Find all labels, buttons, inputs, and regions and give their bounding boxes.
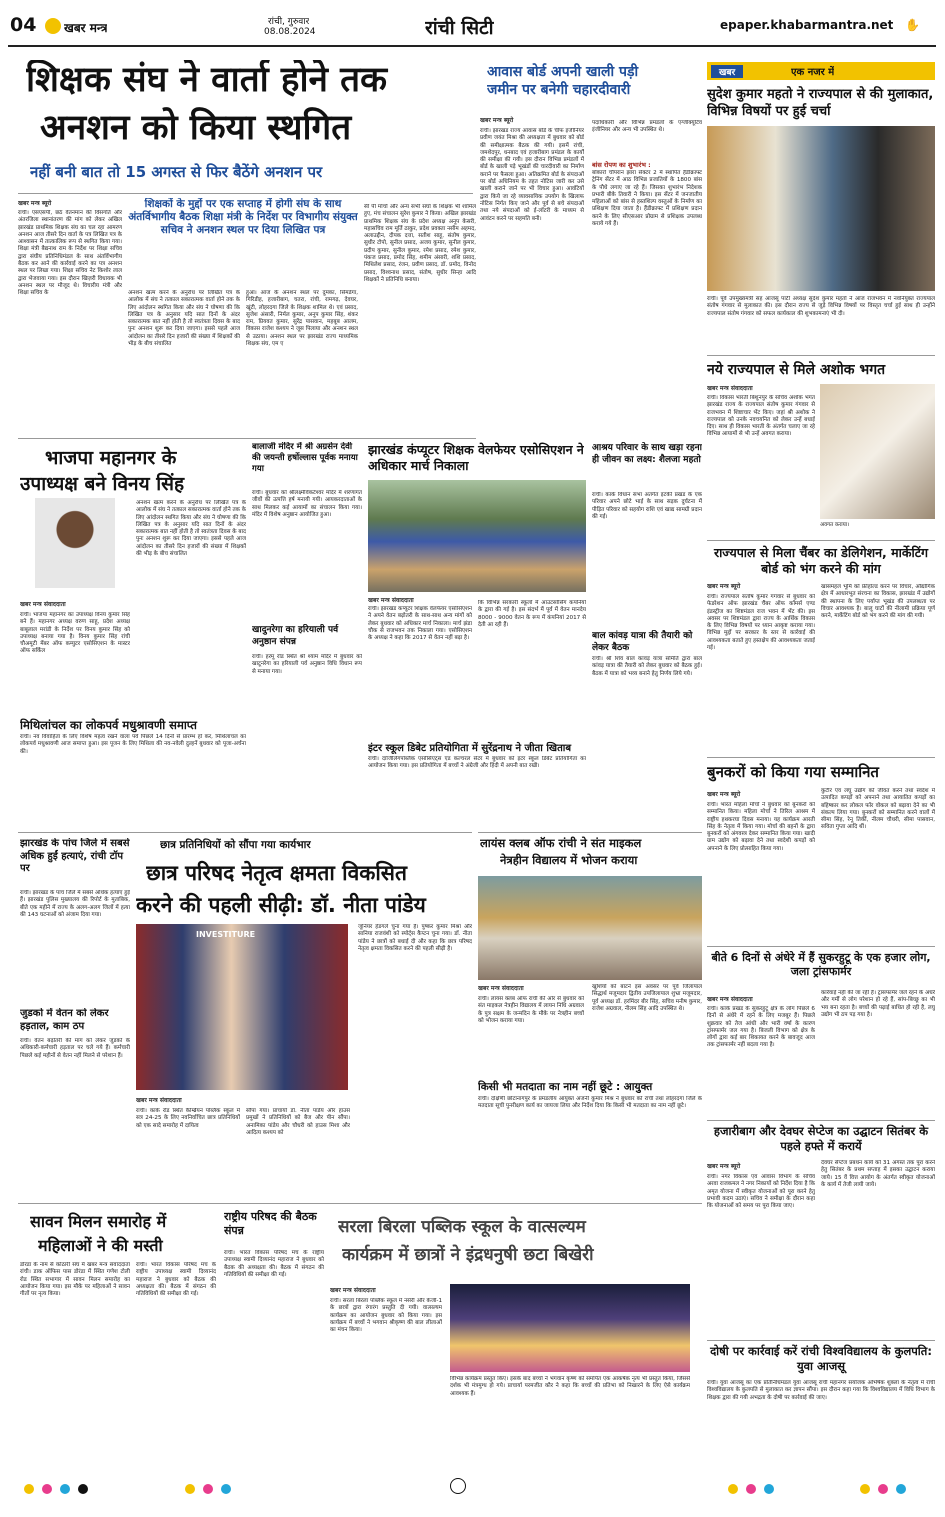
- reg-dot-8: [728, 1484, 738, 1494]
- lead-divider: [18, 193, 473, 194]
- sudesh-photo: [707, 126, 935, 291]
- reg-dot-12: [878, 1484, 888, 1494]
- septage-body-col1: रांची। नगर विकास एवं आवास विभाग के सचिव अरवा राजकमल ने नगर निकायों को निर्देश दिया है कि अमृत योजना में स्वीकृत योजनाओं को पूरा करने हेतु प्रभावी कदम उठाएं। सचिव ने समीक्षा के दौरान कहा कि योजनाओं को समय पर पूरा किया जाए।: [707, 1174, 815, 1210]
- lead-body-col3: हुआ। आज के अनशन स्थल पर दुमका, सिमडेगा, गिरिडीह, हजारीबाग, चतरा, रांची, रामगढ़, देवघर, खूंटी, लोहरदगा जिले के शिक्षक शामिल थे। एवं प्रसाद, सुजेश अंसारी, निर्मल कुमार, अनूप कुमार सिंह, शंकर राम, प्रियवत कुमार, सुरेंद्र पासवान, महबूब आलम, विकास राजेश कश्यप ने जूस पिलाया और अनशन स्थल से उठाया। अनशन स्थल पर झारखंड राज्य माध्यमिक शिक्षक संघ, एम ए: [246, 290, 358, 348]
- ashray-headline: आश्रय परिवार के साथ खड़ा रहना ही जीवन का लक्ष्य: शैलजा महतो: [592, 443, 702, 465]
- ajsu-headline: दोषी पर कार्रवाई करें रांची विश्वविद्यालय के कुलपति: युवा आजसू: [710, 1344, 932, 1373]
- septage-body-col2: देवघर सेप्टेज प्रबंधन कार्य को 31 अगस्त तक पूरा करने हेतु सितंबर के प्रथम सप्ताह में इसका उद्घाटन कराया जाये। 15 वें वित्त आयोग के अंतर्गत स्वीकृत योजनाओं के कार्य में तेजी लायी जाये।: [821, 1160, 935, 1188]
- section-title: रांची सिटी: [425, 17, 494, 39]
- computer-body-col1: रांची। झारखंड कंप्यूटर शिक्षक वेलफेयर एसोसिएशन ने अपने वेतन बढ़ोतरी के साथ-साथ अन्य मांगों को लेकर बुधवार को अधिकार मार्च निकाला। मार्च झंडा चौक से राजभवन तक निकाला गया। एसोसिएशन के अध्यक्ष ने कहा कि 2017 से वेतन नहीं बढ़ा है।: [368, 606, 472, 642]
- chhatra-byline: खबर मन्त्र संवाददाता: [136, 1097, 182, 1104]
- dateline-city: रांची, गुरुवार: [268, 17, 310, 27]
- awas-byline: खबर मन्त्र ब्यूरो: [480, 117, 514, 124]
- bolbam-headline: बाल कांवड़ यात्रा की तैयारी को लेकर बैठक: [592, 631, 693, 653]
- ashok-photo-caption: अवगत कराया।: [820, 522, 850, 528]
- computer-body-col2: कि विभिन्न सरकारी स्कूलों में आउटसोर्सिंग कंपनियों के द्वारा की गई है। इस संदर्भ में पूर्व में वेतन मानदेय 8000 - 9000 वेतन के रूप में कंपनियां 2017 से देती आ रही हैं।: [478, 600, 586, 628]
- rashtriya-body: रांची। भारत विकास परिषद मंच के राष्ट्रीय उपाध्यक्ष स्वामी दिव्यानंद महाराज ने बुधवार को बैठक की अध्यक्षता की। बैठक में संगठन की गतिविधियों की समीक्षा की गई।: [224, 1250, 324, 1278]
- five-districts-body: रांची। झारखंड के पांच जिले में सबसे अधिक हत्याएं हुई हैं। झारखंड पुलिस मुख्यालय की रिपोर्ट के मुताबिक, बीते एक महीने में राज्य के अलग-अलग जिलों में हत्या की 143 घटनाओं को अंजाम दिया गया।: [20, 890, 130, 918]
- registration-crosshair-icon: [450, 1478, 466, 1494]
- bunkar-body-col1: रांची। भारत महिला मोर्चा ने बुधवार को बुनकरों को सम्मानित किया। महिला मोर्चा ने तिरिल आश्रम में राष्ट्रीय हथकरघा दिवस मनाया। यह कार्यक्रम आरती सिंह के नेतृत्व में किया गया। मोर्चा की बहनों के द्वारा बुनकरों को अंगवस्त्र देकर सम्मानित किया गया। खादी ग्राम उद्योग को बढ़ावा देने तथा स्वदेशी कपड़ों को अपनाने के लिए प्रोत्साहित किया गया।: [707, 802, 815, 852]
- bjp-portrait: [35, 498, 115, 588]
- sawan-headline-1: सावन मिलन समारोह में: [30, 1212, 167, 1231]
- masthead-rule: [8, 45, 936, 47]
- bunkar-byline: खबर मन्त्र ब्यूरो: [707, 791, 741, 798]
- lions-body-col2: खुशियों को बांटने इस अवसर पर पूर्व जिलापाल सिद्धार्थ मजूमदार द्वितीय उपजिलापाल शुभ्रा मजूमदार, पूर्व अध्यक्ष डॉ. हरमिंदर बीर सिंह, सचिव मनीष कुमार, राजेश अग्रवाल, नीलम सिंह आदि उपस्थित थे।: [592, 984, 702, 1012]
- balaji-body: रांची। बुधवार को श्रीलक्ष्मीवेंकटेश्वर मंदिर में शरणागत जीवों की उत्पत्ति हर्ष मनायी गयी। आयकरदाताओं के साथ मिलकर कई आयामों का संचालन किया गया। मंदिर में विशेष अनुष्ठान आयोजित हुआ।: [252, 490, 362, 518]
- bjp-headline-1: भाजपा महानगर के: [45, 447, 177, 469]
- ashok-byline: खबर मन्त्र संवाददाता: [707, 385, 753, 392]
- chamber-body-col1: रांची। राज्यपाल संतोष कुमार गंगवार से बुधवार को फेडरेशन ऑफ झारखंड चैंबर ऑफ कॉमर्स एण्ड इंडस्ट्रीज का शिष्टमंडल राज भवन में भेंट की। इस अवसर पर शिष्टमंडल द्वारा राज्य के आर्थिक विकास के लिए विभिन्न विषयों पर ध्यान आकृष्ट कराया गया। विभिन्न मुद्दों पर सरकार के स्तर से कार्रवाई की आवश्यकता बताते हुए हस्तक्षेप की आवश्यकता जताई गई।: [707, 594, 815, 652]
- sawan-body: डोरंडा के नाम से कोठारी संघ में खबर मन्त्र संवाददाता रांची। डाक ऑफिस पास डोरंडा में स्थित गणेश टोली रोड स्थित सभागार में सावन मिलन समारोह का आयोजन किया गया। इस मौके पर महिलाओं ने सावन गीतों पर नृत्य किया।: [20, 1262, 130, 1298]
- lions-headline-1: लायंस क्लब ऑफ रांची ने संत माइकल: [480, 836, 642, 850]
- awas-body-col1: रांची। झारखंड राज्य आवास बोर्ड के चीफ इंजीनियर प्रवीण जयंत मिश्रा की अध्यक्षता में बुधवार को बोर्ड की समीक्षात्मक बैठक की गयी। इसमें रांची, जमशेदपुर, धनबाद एवं हजारीबाग प्रमंडल के कार्यों की समीक्षा की गयी। इस दौरान विभिन्न प्रमंडलों में बोर्ड के खाली पड़े भूखंडों की चारदीवारी का निर्माण कराने पर फैसला हुआ। अतिक्रमित बोर्ड के संपदाओं पर बोर्ड अधिनियम के तहत नोटिस जारी कर उसे खाली कराने जाने पर भी विचार हुआ। आवंटियों द्वारा किये जा रहे व्यावसायिक उपयोग के खिलाफ नोटिस निर्गत किए जाने और पूर्व से बचे संपदाओं तथा नये संपदाओं को ई-लॉटरी के माध्यम से आवंटन करने पर सहमति बनी।: [480, 128, 584, 222]
- page-number: 04: [10, 14, 37, 36]
- lead-byline: खबर मन्त्र ब्यूरो: [18, 200, 52, 207]
- brand-logo-icon: [45, 18, 61, 34]
- sarla-headline-2: कार्यक्रम में छात्रों ने इंद्रधनुषी छटा बिखेरी: [342, 1245, 594, 1265]
- debate-body: रांची। दार्जिलिंगपब्लिक एसोसिएट्स एंड कल्चरल सेंटर में बुधवार को इंटर स्कूल डिबेट प्रतियोगिता का आयोजन किया गया। इस प्रतियोगिता में बच्चों ने अंग्रेजी और हिंदी में अपनी बात रखी।: [368, 756, 586, 770]
- lead-subtitle: नहीं बनी बात तो 15 अगस्त से फिर बैठेंगे अनशन पर: [30, 163, 323, 181]
- computer-march-photo: [368, 480, 586, 592]
- computer-headline: झारखंड कंप्यूटर शिक्षक वेलफेयर एसोसिएशन ने अधिकार मार्च निकाला: [368, 442, 584, 473]
- lions-byline: खबर मन्त्र संवाददाता: [478, 985, 524, 992]
- ashok-photo: [820, 384, 935, 519]
- rashtriya-headline: राष्ट्रीय परिषद की बैठक संपन्न: [224, 1210, 317, 1237]
- bolbam-body: रांची। श्री शिव बाल कांवड़ यात्रा समिति द्वारा बाल कांवड़ यात्रा की तैयारी को लेकर बुधवार को बैठक हुई। बैठक में यात्रा को भव्य बनाने हेतु निर्णय लिये गये।: [592, 656, 702, 677]
- sarla-headline-1: सरला बिरला पब्लिक स्कूल के वात्सल्यम: [338, 1217, 586, 1237]
- chhatra-headline-1: छात्र परिषद नेतृत्व क्षमता विकसित: [146, 861, 407, 885]
- lead-headline-1: शिक्षक संघ ने वार्ता होने तक: [26, 60, 387, 100]
- ek-nazar-tag-1: खबर: [711, 65, 743, 78]
- sarla-body: रांची। सरला बिरला पब्लिक स्कूल में नर्सरी और केजी-1 के छात्रों द्वारा रंगारंग प्रस्तुति दी गयी। वात्सल्यम कार्यक्रम का आयोजन बुधवार को किया गया। इस कार्यक्रम में बच्चों ने भगवान श्रीकृष्ण की बाल लीलाओं का मंचन किया।: [330, 1298, 442, 1334]
- reg-dot-6: [203, 1484, 213, 1494]
- chhatra-investiture-photo: [136, 924, 348, 1090]
- lions-group-photo: [478, 876, 702, 980]
- reg-dot-2: [42, 1484, 52, 1494]
- voter-headline: किसी भी मतदाता का नाम नहीं छूटे : आयुक्त: [478, 1081, 653, 1093]
- chamber-byline: खबर मन्त्र ब्यूरो: [707, 583, 741, 590]
- transformer-body-col1: रांची। कांके प्रखंड के सुकरहुटू क्षेत्र के लोग पिछले 6 दिनों से अंधेरे में रहने के लिए मजबूर हैं। पिछले शुक्रवार को तेज आंधी और भारी वर्षा के कारण ट्रांसफार्मर जल गया है। बिजली विभाग को क्षेत्र के लोगों द्वारा कई बार शिकायत करने के बावजूद आज तक ट्रांसफार्मर नहीं बदला गया है।: [707, 1006, 815, 1049]
- chhatra-body-col1: रांची। कांके रोड स्थित कैम्ब्रियन पब्लिक स्कूल में सत्र 24-25 के लिए नवनिर्वाचित छात्र प्रतिनिधियों को एक सादे समारोह में दायित्व: [136, 1108, 240, 1129]
- ek-nazar-tagbar: [707, 62, 935, 80]
- dateline-date: 08.08.2024: [264, 27, 316, 37]
- transformer-byline: खबर मन्त्र संवाददाता: [707, 996, 753, 1003]
- mithila-headline: मिथिलांचल का लोकपर्व मधुश्रावणी समाप्त: [20, 718, 197, 732]
- lead-body-col1: रांची। एसएसपी, छठे वेतनमान की विसंगति और अंतरजिला स्थानांतरण की मांग को लेकर अखिल झारखंड प्राथमिक शिक्षक संघ का चल रहा आमरण अनशन आज तीसरे दिन वार्ता के पत्र लिखित पत्र के आश्वासन में तात्कालिक रूप से स्थगित किया गया। शिक्षा मंत्री बैद्यनाथ राम के निर्देश पर शिक्षा सचिव द्वारा संघीय प्रतिनिधिमंडल के साथ अंतर्विभागीय बैठक कर आने की कार्रवाई करने का पत्र अनशन स्थल पर लिखा गया। शिक्षा सचिव नेट किशोर लाल द्वारा भेजवाया गया। इस दौरान खिज़री विधायक भी अनशन स्थल पर मौजूद थे। विचारीय मंत्री और शिक्षा सचिव के: [18, 210, 122, 297]
- chamber-divider: [707, 757, 935, 758]
- brand-name: खबर मन्त्र: [64, 21, 108, 35]
- ajsu-body: रांची। युवा आजसू का एक प्रतिनिधिमंडल युवा आजसू रांची महानगर संयोजक अभिषेक शुक्ला के नेतृत्व में रांची विश्वविद्यालय के कुलपति से मुलाकात कर ज्ञापन सौंपा। इस दौरान कहा गया कि विश्वविद्यालय में विधि विभाग के शिक्षक द्वारा की गयी अभद्रता के दोषी पर कार्रवाई की जाए।: [707, 1380, 935, 1401]
- awas-headline-1: आवास बोर्ड अपनी खाली पड़ी: [487, 64, 639, 80]
- reg-dot-4: [78, 1484, 88, 1494]
- bjp-body-col2: अनशन खत्म करने के अनुरोध पर लिखित पत्र के आलोक में संघ ने तत्काल सकारात्मक वार्ता होने तक के लिए आंदोलन स्थगित किया और संघ ने घोषणा की कि लिखित पत्र के अनुसार यदि सात दिनों के अंदर सकारात्मक बात नहीं होती है तो स्वतंत्रता दिवस के बाद पुनः अनशन शुरू कर दिया जाएगा। इससे पहले आज आंदोलन का तीसरे दिन हजारों की संख्या में शिक्षकों की भीड़ के बीच संचालित: [136, 500, 246, 558]
- investiture-banner-text: INVESTITURE: [196, 930, 256, 939]
- septage-divider: [707, 1340, 935, 1341]
- khadi-headline: खादुनरेगा का हरियाली पर्व अनुष्ठान संपन्न: [252, 625, 339, 647]
- bunkar-body-col2: कुटीर एवं लघु उद्योग को जीवंत करने तथा स्वदेश में उत्पादित कपड़ों को अपनाने तथा आयातित कपड़ों का बहिष्कार कर लोकल फॉर वोकल को बढ़ावा देने का भी संकल्प लिया गया। बुनकरों को सम्मानित करने वालों में सीमा सिंह, रेनू तिर्की, नीलम चौधरी, सीमा पासवान, सविता गुप्ता आदि थीं।: [821, 788, 935, 831]
- awas-subhead: बांस रोपण का शुभारंभ :: [592, 161, 651, 169]
- chamber-headline: राज्यपाल से मिला चैंबर का डेलिगेशन, मार्केटिंग बोर्ड को भंग करने की मांग: [713, 545, 929, 576]
- cursor-icon: ✋: [905, 18, 920, 32]
- sudesh-body: रांची। पूर्व उपमुख्यमंत्री सह आजसू पार्टी अध्यक्ष सुदेश कुमार महतो ने आज राजभवन में नवनियुक्त राज्यपाल संतोष गंगवार से मुलाकात की। इस दौरान राज्य से जुड़े विभिन्न विषयों पर विस्तृत चर्चा हुई साथ ही उन्होंने राज्यपाल संतोष गंगवार को सफल कार्यकाल की शुभकामनाएं भी दी।: [707, 296, 935, 317]
- lions-headline-2: नेत्रहीन विद्यालय में भोजन कराया: [500, 853, 638, 867]
- transformer-headline: बीते 6 दिनों से अंधेरे में हैं सुकरहुटू के एक हजार लोग, जला ट्रांसफार्मर: [711, 951, 931, 978]
- ashray-body: रांची। कांके विधान सभा अंतर्गत इटकी प्रखंड के एक परिवार अपने छोटे भाई के साथ सड़क दुर्घटना में पीड़ित परिवार को सहयोग राशि एवं खाद्य सामग्री प्रदान की गई।: [592, 492, 702, 520]
- bottom-row-rule: [18, 1203, 702, 1204]
- voter-body: रांची। दक्षिणी छोटानागपुर के प्रमंडलीय आयुक्त अंजनी कुमार मिश्र ने बुधवार को रांची तथा लोहरदगा जिले के मतदाता सूची पुनरीक्षण कार्य का जायजा लिया और निर्देश दिया कि किसी भी मतदाता का नाम नहीं छूटे।: [478, 1096, 702, 1110]
- lions-top-rule: [478, 832, 702, 833]
- bunkar-divider: [707, 946, 935, 947]
- chhatra-headline-2: करने की पहली सीढ़ी: डॉ. नीता पांडेय: [136, 893, 426, 917]
- transformer-body-col2: कार्रवाई नहीं की जा रही है। ट्रांसफार्मर जले रहने के अंधेरे और गर्मी से लोग परेशान हो रहे हैं, सांप-बिच्छू का भी भय बना रहता है। बच्चों की पढ़ाई बाधित हो रही है, लघु उद्योग भी ठप पड़ गया है।: [821, 990, 935, 1018]
- awas-body-col2: पदाधिकारी और विभिन्न प्रमंडलों के एग्जीक्यूटिव इंजीनियर और अन्य भी उपस्थित थे।: [592, 120, 702, 134]
- bjp-byline: खबर मन्त्र संवाददाता: [20, 601, 66, 608]
- reg-dot-10: [764, 1484, 774, 1494]
- reg-dot-11: [860, 1484, 870, 1494]
- bjp-top-rule: [18, 438, 476, 439]
- lead-headline-2: अनशन को किया स्थगित: [40, 108, 352, 148]
- epaper-url[interactable]: epaper.khabarmantra.net: [720, 18, 894, 32]
- chhatra-body-col2: सौंपा गया। प्राचार्या डॉ. नीता पांडेय और हाउस प्रमुखों ने प्रतिनिधियों को बैज और पीन सौंपा। अनामिका पांडेय और चौधरी को हाउस मिशा और आदित्य कश्यप को: [246, 1108, 350, 1136]
- ashok-headline: नये राज्यपाल से मिले अशोक भगत: [707, 362, 886, 378]
- sudesh-divider: [707, 355, 935, 356]
- reg-dot-9: [746, 1484, 756, 1494]
- bunkar-headline: बुनकरों को किया गया सम्मानित: [707, 763, 879, 781]
- septage-byline: खबर मन्त्र ब्यूरो: [707, 1163, 741, 1170]
- sudesh-headline: सुदेश कुमार महतो ने राज्यपाल से की मुलाकात, विभिन्न विषयों पर हुई चर्चा: [707, 87, 934, 119]
- ashok-body: रांची। विकास भारती बिशुनपुर के सचिव अशोक भगत झारखंड राज्य के राज्यपाल संतोष कुमार गंगवार से राजभवन में शिष्टाचार भेंट किए। जहां श्री अशोक ने राज्यपाल को उनके नवचयनित को लेकर उन्हें बधाई दिए। साथ ही विकास भारती के अंतर्गत चलाए जा रहे विभिन्न आयामों से भी उन्हें अवगत कराया।: [707, 395, 815, 438]
- judco-headline: जुडको में वेतन को लेकर हड़ताल, काम ठप: [20, 1008, 109, 1032]
- judco-body: रांची। वेतन बढ़ोतरी की मांग को लेकर जुडको के अधिकारी-कर्मचारी हड़ताल पर चले गये हैं। कर्मचारी पिछले कई महीनों से वेतन नहीं मिलने से परेशान हैं।: [20, 1038, 130, 1059]
- chhatra-top-rule: [136, 832, 472, 833]
- reg-dot-13: [896, 1484, 906, 1494]
- transformer-divider: [707, 1120, 935, 1121]
- sarla-body-col2: विभिन्न कार्यक्रम प्रस्तुत किए। इसके बाद बच्चों ने भगवान कृष्ण को समर्पित एक आकर्षक नृत्य भी प्रस्तुत किया, जिससे दर्शक भी मंत्रमुग्ध हो गये। प्राचार्या परमजीत कौर ने कहा कि बच्चों की प्रतिभा को निखारने के लिए ऐसे कार्यक्रम आवश्यक हैं।: [450, 1376, 690, 1397]
- debate-headline: इंटर स्कूल डिबेट प्रतियोगिता में सुरेंद्रनाथ ने जीता खिताब: [368, 743, 572, 754]
- awas-headline-2: जमीन पर बनेगी चहारदीवारी: [487, 82, 631, 98]
- sawan-body-col2: रांची। भारत विकास परिषद मंच के राष्ट्रीय उपाध्यक्ष स्वामी दिव्यानंद महाराज ने बुधवार को बैठक की अध्यक्षता की। बैठक में संगठन की गतिविधियों की समीक्षा की गई।: [136, 1262, 216, 1298]
- chamber-body-col2: खासमहल भूमि को फ्रीहोल्ड करने पर विचार, औद्योगिक क्षेत्र में आधारभूत संरचना का विकास, झारखंड में उद्योगों की स्थापना के लिए पर्याप्त भूखंड की उपलब्धता पर विचार आवश्यक है। बालू घाटों की नीलामी प्रक्रिया पूर्ण करने, मार्केटिंग बोर्ड को भंग करने की मांग की गयी।: [821, 584, 935, 620]
- septage-headline: हजारीबाग और देवघर सेप्टेज का उद्घाटन सितंबर के पहले हफ्ते में करायें: [713, 1124, 929, 1153]
- sarla-stage-photo: [450, 1284, 690, 1372]
- lead-pull-quote: शिक्षकों के मुद्दों पर एक सप्ताह में होगी संघ के साथ अंतर्विभागीय बैठक शिक्षा मंत्री के निर्देश पर विभागीय संयुक्त सचिव ने अनशन स्थल पर दिया लिखित पत्र: [128, 198, 358, 236]
- mithila-body: रांची। नव विवाहिता के लिए विशेष महत्व रखने वाला पर्व पिछले 14 दिनों से प्रारम्भ हो कर, मिथिलांचल का लोकपर्व मधुश्रावणी आज समाप्त हुआ। इस पूजन के लिए मिथिला की नव-नवेली दुल्हनें बुधवार को पूजा-अर्चना की।: [20, 734, 246, 755]
- ek-nazar-tag-2: एक नजर में: [791, 67, 835, 78]
- ashok-divider: [707, 540, 935, 541]
- reg-dot-5: [185, 1484, 195, 1494]
- chhatra-kicker: छात्र प्रतिनिधियों को सौंपा गया कार्यभार: [160, 839, 311, 851]
- five-districts-headline: झारखंड के पांच जिले में सबसे अधिक हुईं हत्याएं, रांची टॉप पर: [20, 838, 130, 874]
- lead-body-col4: सी पी मोर्चा और अन्य सभी संघों के शिक्षक भी शामिल हुए, मंच संचालन सुरेश कुमार ने किया। अखिल झारखंड प्राथमिक शिक्षक संघ के प्रदेश अध्यक्ष अनूप केसरी, महासचिव राम मूर्ति ठाकुर, प्रदेश प्रवक्ता नसीम अहमद, अलाउद्दीन, दीपक दत्ता, सतीश साहू, संतोष कुमार, सुधीर टोपो, सुनील प्रसाद, अजय कुमार, सुनील कुमार, प्रदीप कुमार, सुनील कुमार, रमेश प्रसाद, रमेश कुमार, पंकज प्रसाद, प्रमोद सिंह, शमीम अंसारी, शशि प्रसाद, मिथिलेश प्रसाद, रंजन, प्रवीण प्रसाद, डॉ. प्रमोद, विनोद प्रसाद, विश्वनाथ प्रसाद, संतोष, सुधीर सिन्हा आदि शिक्षकों ने प्रतिनिधि बनाया।: [364, 204, 476, 283]
- awas-body-col3: बोकारो चौपरान झारा सेक्टर 2 में स्थापित हैंडीक्राफ्ट ट्रेनिंग सेंटर में आठ विभिन्न प्रजातियों के 1800 बांस के पौधे लगाए जा रहे हैं। जिसका शुभारंभ निदेशक प्रभारी बीके तिवारी ने किया। इस सेंटर में जनजातीय महिलाओं को बांस से हस्तशिल्प वस्तुओं के निर्माण का प्रशिक्षण दिया जाता है। हैंडीक्राफ्ट में प्रशिक्षण प्रदान करने के लिए सीएसआर प्रोग्राम से प्रशिक्षक उपलब्ध कराये गये हैं।: [592, 170, 702, 228]
- chhatra-body-col3: जूनियर हेडगर्ल चुना गया है। पुष्कर कुमार मिश्रा और सानिया राजवंशी को स्पोर्ट्स कैप्टन चुना गया। डॉ. नीता पांडेय ने छात्रों को बधाई दी और कहा कि छात्र परिषद नेतृत्व क्षमता विकसित करने की पहली सीढ़ी है।: [358, 924, 472, 952]
- computer-byline: खबर मन्त्र संवाददाता: [368, 597, 414, 604]
- reg-dot-3: [60, 1484, 70, 1494]
- sawan-headline-2: महिलाओं ने की मस्ती: [38, 1236, 163, 1255]
- masthead: [0, 0, 945, 50]
- balaji-headline: बालाजी मंदिर में श्री अग्रसेन देवी की जयन्ती हर्षोल्लास पूर्वक मनाया गया: [252, 442, 358, 474]
- lions-body-col1: रांची। लायंस क्लब ऑफ रांची की ओर से बुधवार को संत माइकल नेत्रहीन विद्यालय में लायन निधि अग्रवाल के पुत्र सक्षम के जन्मदिन के मौके पर नेत्रहीन बच्चों को भोजन कराया गया।: [478, 996, 584, 1024]
- bjp-headline-2: उपाध्यक्ष बने विनय सिंह: [20, 473, 185, 495]
- reg-dot-1: [24, 1484, 34, 1494]
- sarla-byline: खबर मन्त्र संवाददाता: [330, 1287, 376, 1294]
- reg-dot-7: [221, 1484, 231, 1494]
- bjp-body: रांची। भाजपा महानगर का उपाध्यक्ष विनय कुमार सिंह बने हैं। महानगर अध्यक्ष वरुण साहू, प्रदेश अध्यक्ष बाबूलाल मरांडी के निर्देश पर विनय कुमार सिंह को उपाध्यक्ष बनाया गया है। विनय कुमार सिंह रांची चौअमूटी मेंबर ऑफ कम्युटर एसोसिएशन के मास्टर ऑफ सर्किल: [20, 612, 130, 655]
- khadi-body: रांची। हरमू रोड स्थित श्री श्याम मंदिर में बुधवार को खाटूनरेगा का हरियाली पर्व अनुष्ठान विधि विधान रूप से मनाया गया।: [252, 654, 362, 675]
- lead-body-col2: अनशन खत्म करने के अनुरोध पर लिखित पत्र के आलोक में संघ ने तत्काल सकारात्मक वार्ता होने तक के लिए आंदोलन स्थगित किया और संघ ने घोषणा की कि लिखित पत्र के अनुसार यदि सात दिनों के अंदर सकारात्मक बात नहीं होती है तो स्वतंत्रता दिवस के बाद पुनः अनशन शुरू कर दिया जाएगा। इससे पहले आज आंदोलन का तीसरे दिन हजारों की संख्या में शिक्षकों की भीड़ के बीच संचालित: [128, 290, 240, 348]
